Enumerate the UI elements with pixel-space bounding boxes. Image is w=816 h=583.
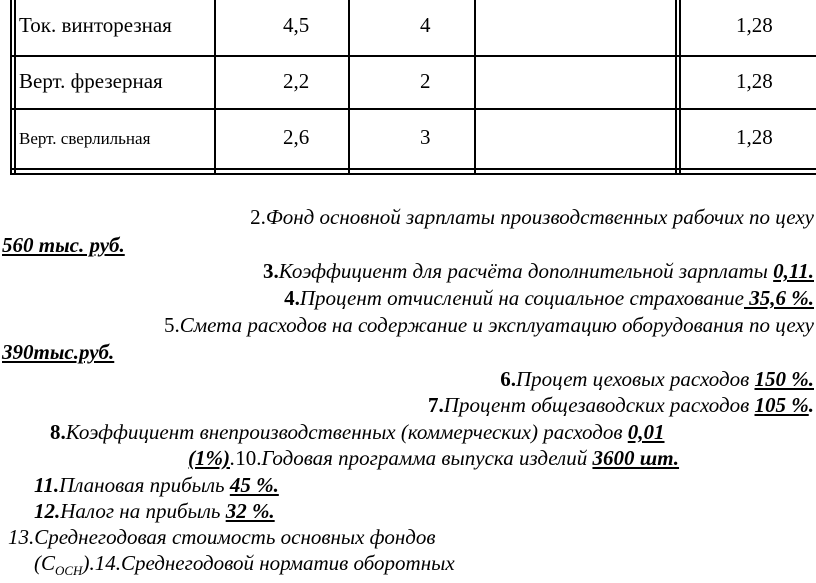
item-text: Смета расходов на содержание и эксплуатацию оборудования по цеху [179, 313, 814, 337]
item-value: 150 %. [754, 367, 814, 391]
item-number: 7. [428, 393, 444, 417]
item-number: 6. [500, 367, 517, 391]
item-number: 11. [34, 473, 60, 497]
item-5-line [164, 313, 814, 337]
table-cell: 1,28 [736, 69, 773, 93]
item-text: Процент общезаводских расходов [443, 393, 750, 417]
item-2-line [250, 205, 814, 229]
item-8-line [50, 420, 665, 444]
item-value: 0,01 [627, 420, 665, 444]
item-number: 13. [8, 525, 35, 549]
item-number: 10. [235, 446, 262, 470]
item-value: 3600 шт. [592, 446, 680, 470]
item-value: (1%) [188, 446, 230, 470]
table-row-divider [10, 108, 816, 110]
table-cell: 4 [420, 13, 431, 37]
table-cell: 2 [420, 69, 431, 93]
item-cont: (С [34, 551, 55, 575]
item-close: ). [82, 551, 95, 575]
table-bottom-border [10, 168, 816, 170]
table-col-divider [474, 0, 476, 175]
table-bottom-border-double [10, 173, 816, 175]
item-text: Среднегодовая стоимость основных фондов [34, 525, 436, 549]
item-value: 45 %. [229, 473, 279, 497]
item-text: Плановая прибыль [59, 473, 225, 497]
table-col-divider [348, 0, 350, 175]
table-cell: 2,2 [283, 69, 310, 93]
table-col-divider-double [679, 0, 681, 175]
item-8-10-line [188, 446, 679, 470]
item-13-14-line [34, 551, 455, 583]
item-7-line [428, 393, 814, 417]
item-number: 4. [284, 286, 300, 310]
item-text: Процент отчислений на социальное страхование [299, 286, 744, 310]
item-value: 32 %. [225, 499, 275, 523]
item-number: 8. [50, 420, 66, 444]
table-row-divider [10, 55, 816, 57]
item-6-line [500, 367, 814, 391]
table-cell-name: Верт. сверлильная [19, 129, 151, 148]
item-number: 2. [250, 205, 266, 229]
table-cell: 3 [420, 125, 431, 149]
item-4-line [284, 286, 814, 310]
item-text: Коэффициент внепроизводственных (коммерческих) расходов [65, 420, 623, 444]
table-col-divider [675, 0, 677, 175]
item-2-value-line [2, 233, 125, 257]
item-5-value-line [2, 340, 114, 364]
table-cell: 1,28 [736, 13, 773, 37]
item-value: 35,6 %. [744, 286, 814, 310]
item-end: . [229, 446, 236, 470]
item-text: Налог на прибыль [60, 499, 221, 523]
table-cell: 4,5 [283, 13, 310, 37]
item-value: 390тыс.руб. [2, 340, 115, 364]
parameters-table [0, 0, 816, 180]
item-text: Коэффициент для расчёта дополнительной зарплаты [278, 259, 768, 283]
item-text: Процет цеховых расходов [516, 367, 750, 391]
table-cell-name: Ток. винторезная [19, 13, 172, 37]
item-value: 0,11. [773, 259, 814, 283]
item-number: 3. [262, 259, 279, 283]
table-cell: 2,6 [283, 125, 310, 149]
table-col-divider [214, 0, 216, 175]
item-value: 560 тыс. руб. [2, 233, 125, 257]
item-subscript: ОСН [55, 563, 83, 579]
item-number: 14. [94, 551, 121, 575]
item-text: Фонд основной зарплаты производственных рабочих по цеху [265, 205, 814, 229]
item-12-line [34, 499, 275, 523]
table-cell: 1,28 [736, 125, 773, 149]
item-number: 5. [163, 313, 180, 337]
item-3-line [263, 259, 814, 283]
item-text: Годовая программа выпуска изделий [261, 446, 588, 470]
item-value: 105 % [754, 393, 809, 417]
table-left-border [10, 0, 12, 175]
item-text: Среднегодовой норматив оборотных [120, 551, 455, 575]
item-11-line [34, 473, 279, 497]
item-13-line [8, 525, 435, 549]
item-end: . [808, 393, 814, 417]
table-cell-name: Верт. фрезерная [19, 69, 163, 93]
item-number: 12. [34, 499, 61, 523]
table-left-border-double [14, 0, 16, 175]
